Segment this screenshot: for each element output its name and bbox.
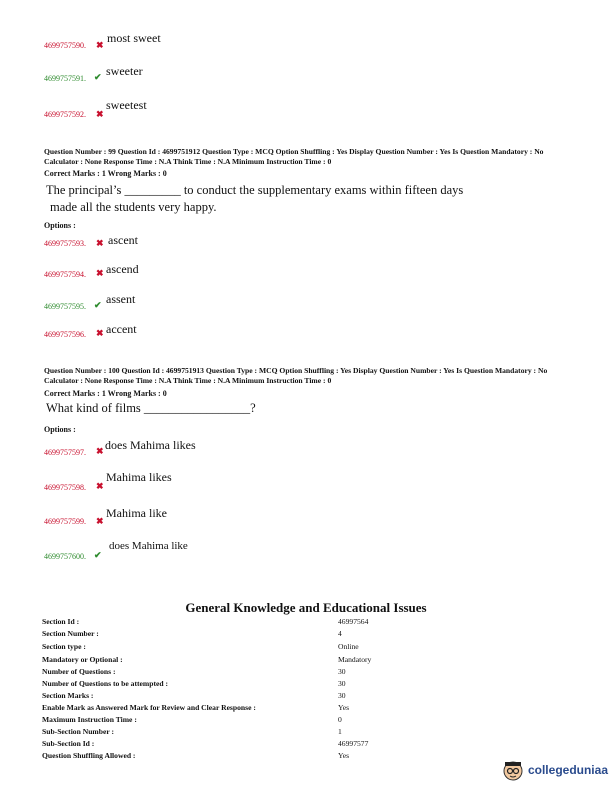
section-title: General Knowledge and Educational Issues [185,600,427,615]
section-row-value: 46997564 [338,617,369,626]
correct-check-icon: ✔ [94,300,102,310]
option-id: 4699757597. [44,448,86,457]
section-row-label: Sub-Section Id : [42,739,95,748]
option-text: most sweet [107,31,161,45]
section-row-label: Enable Mark as Answered Mark for Review and Clear Response : [42,703,256,712]
section-row-value: Yes [338,751,350,760]
wrong-mark-icon: ✖ [96,109,104,119]
option-text: ascend [106,262,139,276]
question-text: The principal’s _________ to conduct the supplementary exams within fifteen days [46,183,464,197]
logo-text: collegeduniaa [527,763,608,777]
wrong-mark-icon: ✖ [96,446,104,456]
mascot-icon [502,759,524,781]
question-text: What kind of films _________________? [46,401,256,415]
wrong-mark-icon: ✖ [96,268,104,278]
section-row-value: 0 [338,715,342,724]
question-header: Question Number : 100 Question Id : 4699751913 Question Type : MCQ Option Shuffling : Yes Display Question Number : Yes Is Question Mandatory : No Calculator : None Response Time : N.A Think Time : N.A Minimum Instruction Time : 0 [44,366,548,385]
section-row-value: 1 [338,727,342,736]
wrong-mark-icon: ✖ [96,516,104,526]
section-row-label: Number of Questions : [42,667,116,676]
section-row-label: Section Number : [42,629,99,638]
section-row-value: Online [338,642,359,651]
section-row-label: Section type : [42,642,86,651]
wrong-mark-icon: ✖ [96,238,104,248]
option-id: 4699757592. [44,110,86,119]
section-row-label: Question Shuffling Allowed : [42,751,136,760]
option-id: 4699757599. [44,517,86,526]
section-row-label: Maximum Instruction Time : [42,715,137,724]
option-text: does Mahima like [109,540,188,552]
option-text: accent [106,322,137,336]
section-row-label: Sub-Section Number : [42,727,115,736]
section-row-value: 30 [338,679,346,688]
option-id: 4699757590. [44,41,86,50]
option-id: 4699757598. [44,483,86,492]
option-text: Mahima like [106,506,167,520]
option-text: sweeter [106,64,143,78]
collegedunia-logo [502,756,608,784]
option-id: 4699757596. [44,330,86,339]
section-row-label: Section Marks : [42,691,94,700]
section-row-value: 30 [338,667,346,676]
option-text: assent [106,292,136,306]
options-label: Options : [44,425,76,434]
section-row-label: Section Id : [42,617,80,626]
question-header: Question Number : 99 Question Id : 4699751912 Question Type : MCQ Option Shuffling : Yes Display Question Number : Yes Is Question Mandatory : No Calculator : None Response Time : N.A Think Time : N.A Minimum Instruction Time : 0 [44,147,544,166]
section-row-label: Mandatory or Optional : [42,655,123,664]
option-id: 4699757594. [44,270,86,279]
option-id: 4699757600. [44,552,86,561]
question-marks: Correct Marks : 1 Wrong Marks : 0 [44,389,167,398]
section-row-value: Yes [338,703,350,712]
option-id: 4699757595. [44,302,86,311]
option-id: 4699757593. [44,239,86,248]
wrong-mark-icon: ✖ [96,328,104,338]
question-marks: Correct Marks : 1 Wrong Marks : 0 [44,169,167,178]
section-row-value: 4 [338,629,342,638]
option-text: Mahima likes [106,470,172,484]
correct-check-icon: ✔ [94,550,102,560]
option-text: ascent [108,233,138,247]
wrong-mark-icon: ✖ [96,481,104,491]
section-row-value: Mandatory [338,655,372,664]
section-row-value: 30 [338,691,346,700]
option-text: sweetest [106,98,147,112]
options-label: Options : [44,221,76,230]
question-text: made all the students very happy. [50,200,217,214]
section-row-label: Number of Questions to be attempted : [42,679,168,688]
option-id: 4699757591. [44,74,86,83]
section-row-value: 46997577 [338,739,369,748]
wrong-mark-icon: ✖ [96,40,104,50]
correct-check-icon: ✔ [94,72,102,82]
option-text: does Mahima likes [105,438,196,452]
